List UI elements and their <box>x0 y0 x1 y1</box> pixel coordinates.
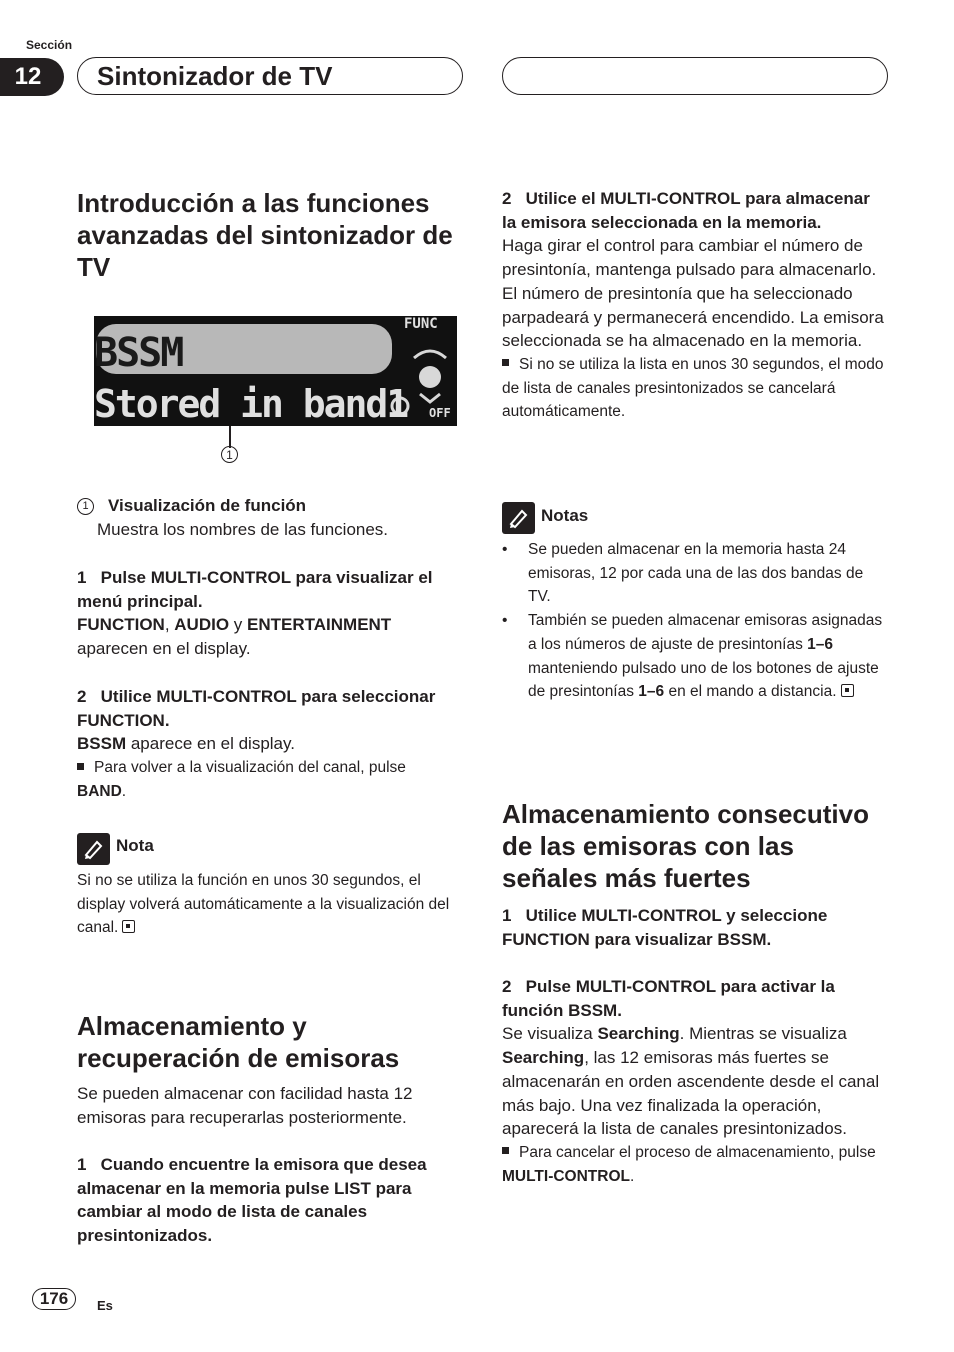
section-number-tab: 12 <box>0 58 64 96</box>
callout-line <box>229 426 231 448</box>
right-step-2-block <box>502 187 888 424</box>
square-bullet-icon <box>502 1147 509 1154</box>
note-text: Si no se utiliza la función en unos 30 segundos, el display volverá automáticamente a la visualización del canal. <box>77 872 450 937</box>
item-number: 1 <box>77 498 94 515</box>
step-title: Pulse MULTI-CONTROL para visualizar el menú principal. <box>77 568 433 611</box>
end-mark-icon <box>841 684 854 697</box>
store-step-1: 1 Cuando encuentre la emisora que desea almacenar en la memoria pulse LIST para cambiar al modo de lista de canales presintonizados. <box>77 1155 427 1246</box>
store-intro: Se pueden almacenar con facilidad hasta 12 emisoras para recuperarlas posteriormente. <box>77 1084 413 1127</box>
step-body: BSSM aparece en el display. <box>77 734 295 754</box>
step-bullet: Para cancelar el proceso de almacenamiento, pulse MULTI-CONTROL. <box>502 1143 876 1185</box>
section-title: Sintonizador de TV <box>97 61 333 91</box>
intro-heading: Introducción a las funciones avanzadas del sintonizador de TV <box>77 188 453 282</box>
notes-label: Notas <box>541 506 589 525</box>
bssm-step-2-block <box>502 975 888 1188</box>
list-item: • También se pueden almacenar emisoras asignadas a los números de ajuste de presintonías 1–6 manteniendo pulsado uno de los botones de ajuste de presintonías 1–6 en el mando a distancia. <box>502 609 888 704</box>
step-title: Pulse MULTI-CONTROL para activar la función BSSM. <box>502 977 835 1020</box>
list-item: • Se pueden almacenar en la memoria hasta 24 emisoras, 12 por cada una de las dos bandas de TV. <box>502 538 888 609</box>
lcd-off-label: OFF <box>429 406 451 420</box>
step-bullet: Para volver a la visualización del canal, pulse BAND. <box>77 759 406 800</box>
step-1-block <box>77 566 457 661</box>
notes-pencil-icon <box>502 502 535 534</box>
item-description: Muestra los nombres de las funciones. <box>97 519 389 539</box>
section-label: Sección <box>26 38 73 52</box>
square-bullet-icon <box>77 763 84 770</box>
item-title: Visualización de función <box>108 496 307 515</box>
step-number: 1 <box>77 568 87 587</box>
step-title: Utilice el MULTI-CONTROL para almacenar la emisora seleccionada en la memoria. <box>502 189 870 232</box>
bssm-step-1: 1 Utilice MULTI-CONTROL y seleccione FUNCTION para visualizar BSSM. <box>502 906 828 949</box>
step-body-2: El número de presintonía que ha seleccionado parpadeará y permanecerá encendido. La emisora seleccionada se ha almacenado en la memoria. <box>502 283 884 351</box>
lcd-line-2: Stored in band1 <box>94 382 408 426</box>
step-2-block <box>77 685 459 804</box>
step-body: Se visualiza Searching. Mientras se visualiza Searching, las 12 emisoras más fuertes se almacenarán en orden ascendente desde el canal más bajo. Una vez finalizada la operación, aparecerá la lista de canales presintonizados. <box>502 1024 880 1139</box>
step-body: FUNCTION, AUDIO y ENTERTAINMENT aparecen en el display. <box>77 615 392 659</box>
step-title: Utilice MULTI-CONTROL para seleccionar FUNCTION. <box>77 687 436 730</box>
square-bullet-icon <box>502 359 509 366</box>
note-label: Nota <box>116 836 154 855</box>
callout-number: 1 <box>221 446 238 463</box>
bssm-heading: Almacenamiento consecutivo de las emisoras con las señales más fuertes <box>502 799 869 893</box>
step-number: 2 <box>502 977 512 996</box>
step-number: 2 <box>502 189 512 208</box>
language-code: Es <box>97 1298 113 1313</box>
step-number: 2 <box>77 687 87 706</box>
notes-list <box>502 538 888 704</box>
end-mark-icon <box>122 920 135 933</box>
empty-header-frame <box>502 57 888 95</box>
function-display-item <box>77 494 467 541</box>
lcd-func-label: FUNC <box>404 316 438 332</box>
step-body-1: Haga girar el control para cambiar el número de presintonía, mantenga pulsado para almacenarlo. <box>502 236 877 280</box>
step-bullet: Si no se utiliza la lista en unos 30 segundos, el modo de lista de canales presintonizados se cancelará automáticamente. <box>502 355 884 421</box>
store-heading: Almacenamiento y recuperación de emisoras <box>77 1011 400 1073</box>
lcd-line-1: BSSM <box>94 330 183 376</box>
lcd-display-illustration <box>94 316 457 426</box>
page-number: 176 <box>32 1288 76 1310</box>
note-pencil-icon <box>77 833 110 865</box>
